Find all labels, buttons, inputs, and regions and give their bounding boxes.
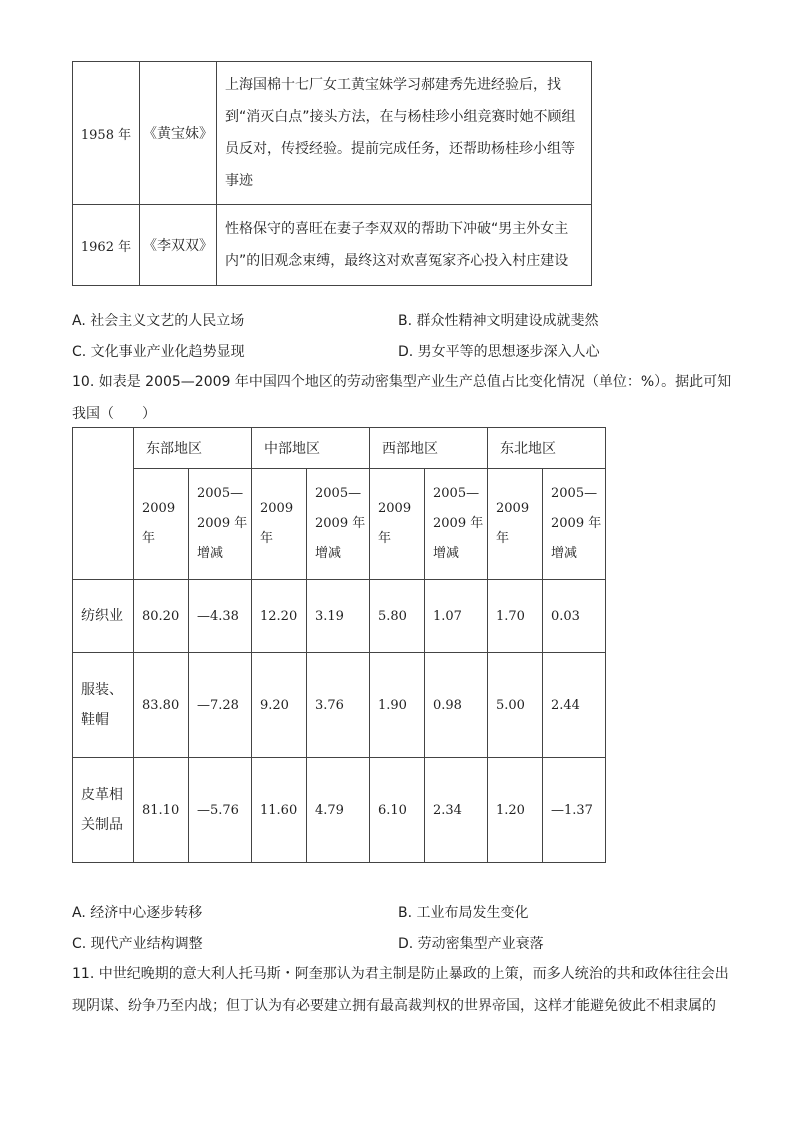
table-row — [73, 758, 606, 863]
value-cell: 2.44 — [543, 653, 606, 758]
value-cell: 5.00 — [488, 653, 543, 758]
value-cell: 6.10 — [370, 758, 425, 863]
option-c[interactable]: C. 文化事业产业化趋势显现 — [72, 344, 245, 360]
option-b[interactable]: B. 群众性精神文明建设成就斐然 — [398, 313, 599, 329]
value-cell: 2.34 — [425, 758, 488, 863]
value-cell: 81.10 — [134, 758, 189, 863]
description-cell: 上海国棉十七厂女工黄宝妹学习郝建秀先进经验后，找到“消灭白点”接头方法，在与杨桂珍小组竞赛时她不顾组员反对，传授经验。提前完成任务，还帮助杨桂珍小组等事迹 — [217, 62, 592, 205]
row-header: 服装、鞋帽 — [73, 653, 134, 758]
option-b[interactable]: B. 工业布局发生变化 — [398, 905, 529, 921]
value-cell: —7.28 — [189, 653, 252, 758]
subheader-cell: 2005—2009 年增减 — [543, 469, 606, 580]
works-table — [72, 61, 592, 286]
industry-table — [72, 427, 606, 863]
table-row — [73, 653, 606, 758]
value-cell: 1.07 — [425, 580, 488, 653]
work-cell: 《李双双》 — [140, 205, 217, 286]
description-cell: 性格保守的喜旺在妻子李双双的帮助下冲破“男主外女主内”的旧观念束缚，最终这对欢喜冤家齐心投入村庄建设 — [217, 205, 592, 286]
value-cell: 9.20 — [252, 653, 307, 758]
subheader-cell: 2005—2009 年增减 — [189, 469, 252, 580]
table-row — [73, 205, 592, 286]
value-cell: 0.98 — [425, 653, 488, 758]
corner-cell — [73, 428, 134, 580]
value-cell: 83.80 — [134, 653, 189, 758]
year-cell: 1958 年 — [73, 62, 140, 205]
question-11-stem: 11. 中世纪晚期的意大利人托马斯・阿奎那认为君主制是防止暴政的上策，而多人统治的共和政体往往会出现阴谋、纷争乃至内战；但丁认为有必要建立拥有最高裁判权的世界帝国，这样才能避免彼此不相隶属的 — [72, 966, 729, 1014]
option-d[interactable]: D. 劳动密集型产业衰落 — [398, 936, 544, 952]
option-d[interactable]: D. 男女平等的思想逐步深入人心 — [398, 344, 600, 360]
option-c[interactable]: C. 现代产业结构调整 — [72, 936, 203, 952]
value-cell: 1.90 — [370, 653, 425, 758]
region-header: 东北地区 — [488, 428, 606, 469]
value-cell: 1.20 — [488, 758, 543, 863]
value-cell: 11.60 — [252, 758, 307, 863]
subheader-cell: 2009 年 — [252, 469, 307, 580]
subheader-cell: 2005—2009 年增减 — [425, 469, 488, 580]
row-header: 纺织业 — [73, 580, 134, 653]
region-header: 西部地区 — [370, 428, 488, 469]
subheader-cell: 2009 年 — [134, 469, 189, 580]
region-header: 东部地区 — [134, 428, 252, 469]
table-row — [73, 62, 592, 205]
option-a[interactable]: A. 经济中心逐步转移 — [72, 905, 203, 921]
option-a[interactable]: A. 社会主义文艺的人民立场 — [72, 313, 245, 329]
subheader-cell: 2009 年 — [488, 469, 543, 580]
value-cell: —5.76 — [189, 758, 252, 863]
subheader-cell: 2005—2009 年增减 — [307, 469, 370, 580]
value-cell: 5.80 — [370, 580, 425, 653]
work-cell: 《黄宝妹》 — [140, 62, 217, 205]
value-cell: 0.03 — [543, 580, 606, 653]
value-cell: 3.76 — [307, 653, 370, 758]
question-10-stem: 10. 如表是 2005—2009 年中国四个地区的劳动密集型产业生产总值占比变化情况（单位：%）。据此可知我国（ ） — [72, 374, 732, 422]
row-header: 皮革相关制品 — [73, 758, 134, 863]
value-cell: 3.19 — [307, 580, 370, 653]
value-cell: 12.20 — [252, 580, 307, 653]
value-cell: 4.79 — [307, 758, 370, 863]
header-row — [73, 428, 606, 469]
value-cell: —1.37 — [543, 758, 606, 863]
value-cell: 80.20 — [134, 580, 189, 653]
table-row — [73, 580, 606, 653]
value-cell: 1.70 — [488, 580, 543, 653]
region-header: 中部地区 — [252, 428, 370, 469]
subheader-row — [73, 469, 606, 580]
subheader-cell: 2009 年 — [370, 469, 425, 580]
value-cell: —4.38 — [189, 580, 252, 653]
year-cell: 1962 年 — [73, 205, 140, 286]
